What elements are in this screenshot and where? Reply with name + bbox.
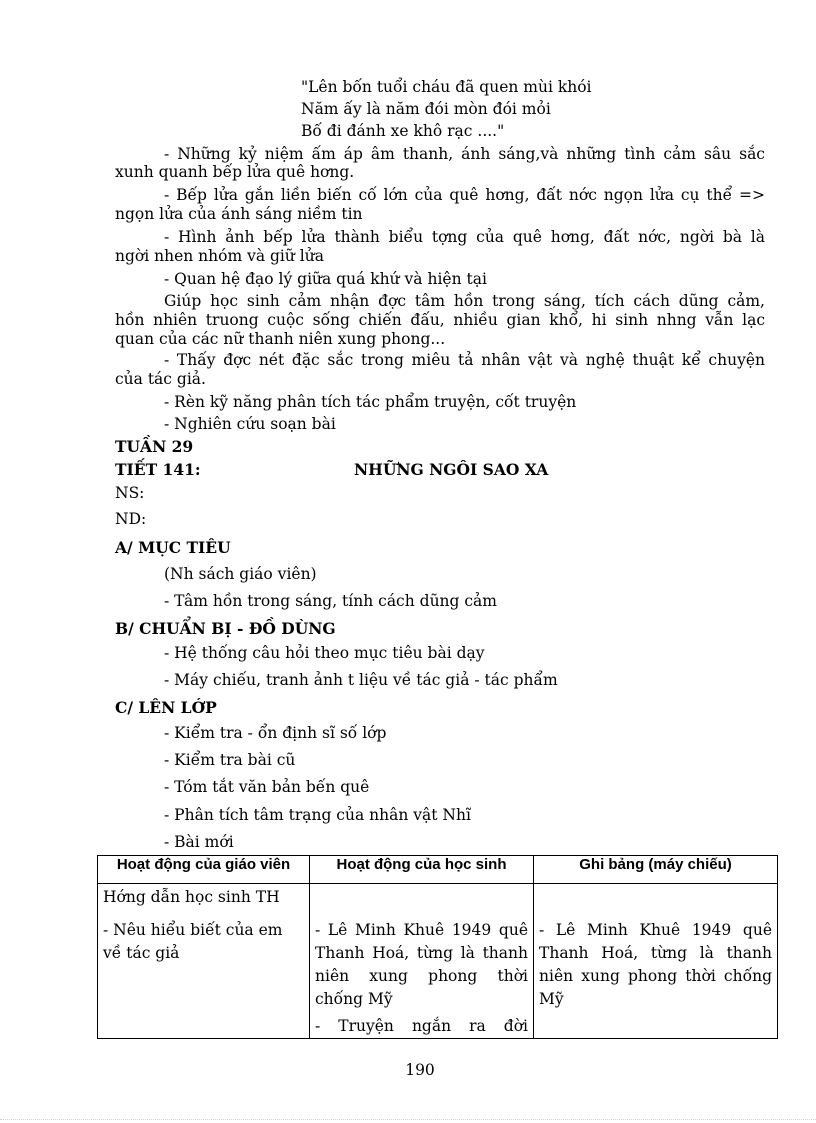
teacher-guide-text: Hớng dẫn học sinh TH — [103, 888, 280, 906]
activity-table — [97, 855, 778, 1039]
section-a-item-2: - Tâm hồn trong sáng, tính cách dũng cảm — [164, 592, 498, 610]
board-cell — [534, 884, 778, 1039]
paragraph-goal-line-2: hồn nhiên truong cuộc sống chiến đấu, nhiều gian khổ, hi sinh nhng vẫn lạc — [115, 311, 765, 329]
paragraph-ethics: - Quan hệ đạo lý giữa quá khứ và hiện tại — [164, 270, 487, 288]
lesson-number: TIẾT 141: — [115, 460, 201, 479]
ns-label: NS: — [115, 484, 145, 502]
page-bottom-divider — [0, 1119, 816, 1120]
section-c-item-4: - Phân tích tâm trạng của nhân vật Nhĩ — [164, 806, 471, 824]
section-c-heading: C/ LÊN LỚP — [115, 698, 217, 717]
paragraph-memories-line-2: xunh quanh bếp lửa quê hơng. — [115, 163, 355, 181]
header-board: Ghi bảng (máy chiếu) — [534, 856, 778, 884]
section-c-item-5: - Bài mới — [164, 833, 234, 851]
paragraph-goal-line-3: quan của các nữ thanh niên xung phong... — [115, 330, 446, 348]
section-c-item-2: - Kiểm tra bài cũ — [164, 751, 296, 769]
paragraph-features-line-1: - Thấy đợc nét đặc sắc trong miêu tả nhân vật và nghệ thuật kể chuyện — [164, 351, 765, 369]
paragraph-skills: - Rèn kỹ năng phân tích tác phẩm truyện, cốt truyện — [164, 393, 577, 411]
poem-line-3: Bố đi đánh xe khô rạc ...." — [301, 122, 505, 140]
student-story-text: - Truyện ngắn ra đời — [315, 1017, 528, 1035]
section-b-item-2: - Máy chiếu, tranh ảnh t liệu về tác giả - tác phẩm — [164, 671, 558, 689]
table-header-row — [98, 856, 778, 884]
paragraph-goal-line-1: Giúp học sinh cảm nhận đợc tâm hồn trong sáng, tích cách dũng cảm, — [164, 292, 765, 310]
section-a-item-1: (Nh sách giáo viên) — [164, 565, 317, 583]
teacher-question-text: - Nêu hiểu biết của em về tác giả — [103, 921, 283, 962]
student-activity-cell — [310, 884, 534, 1039]
poem-line-2: Năm ấy là năm đói mòn đói mỏi — [301, 100, 551, 118]
section-a-heading: A/ MỤC TIÊU — [115, 538, 231, 557]
section-c-item-1: - Kiểm tra - ổn định sĩ số lớp — [164, 724, 387, 742]
paragraph-symbol-line-1: - Hình ảnh bếp lửa thành biểu tợng của quê hơng, đất nớc, ngời bà là — [164, 228, 765, 246]
lesson-title: NHỮNG NGÔI SAO XA — [354, 460, 549, 479]
header-teacher: Hoạt động của giáo viên — [98, 856, 310, 884]
header-student: Hoạt động của học sinh — [310, 856, 534, 884]
teacher-activity-cell — [98, 884, 310, 1039]
paragraph-stove-line-1: - Bếp lửa gắn liền biến cố lớn của quê hơng, đất nớc ngọn lửa cụ thể => — [164, 186, 765, 204]
paragraph-memories-line-1: - Những kỷ niệm ấm áp âm thanh, ánh sáng,và những tình cảm sâu sắc — [164, 145, 765, 163]
page-number: 190 — [405, 1061, 435, 1079]
table-row — [98, 884, 778, 1039]
section-c-item-3: - Tóm tắt văn bản bến quê — [164, 778, 370, 796]
section-b-heading: B/ CHUẨN BỊ - ĐỒ DÙNG — [115, 619, 336, 638]
paragraph-stove-line-2: ngọn lửa của ánh sáng niềm tin — [115, 205, 363, 223]
board-text: - Lê Minh Khuê 1949 quê Thanh Hoá, từng là thanh niên xung phong thời chống Mỹ — [539, 921, 772, 1008]
nd-label: ND: — [115, 510, 147, 528]
week-heading: TUẦN 29 — [115, 437, 194, 456]
paragraph-study: - Nghiên cứu soạn bài — [164, 415, 336, 433]
paragraph-symbol-line-2: ngời nhen nhóm và giữ lửa — [115, 247, 324, 265]
student-answer-text: - Lê Minh Khuê 1949 quê Thanh Hoá, từng là thanh niên xung phong thời chống Mỹ — [315, 921, 528, 1008]
section-b-item-1: - Hệ thống câu hỏi theo mục tiêu bài dạy — [164, 644, 485, 662]
paragraph-features-line-2: của tác giả. — [115, 370, 206, 388]
poem-line-1: "Lên bốn tuổi cháu đã quen mùi khói — [301, 78, 592, 96]
